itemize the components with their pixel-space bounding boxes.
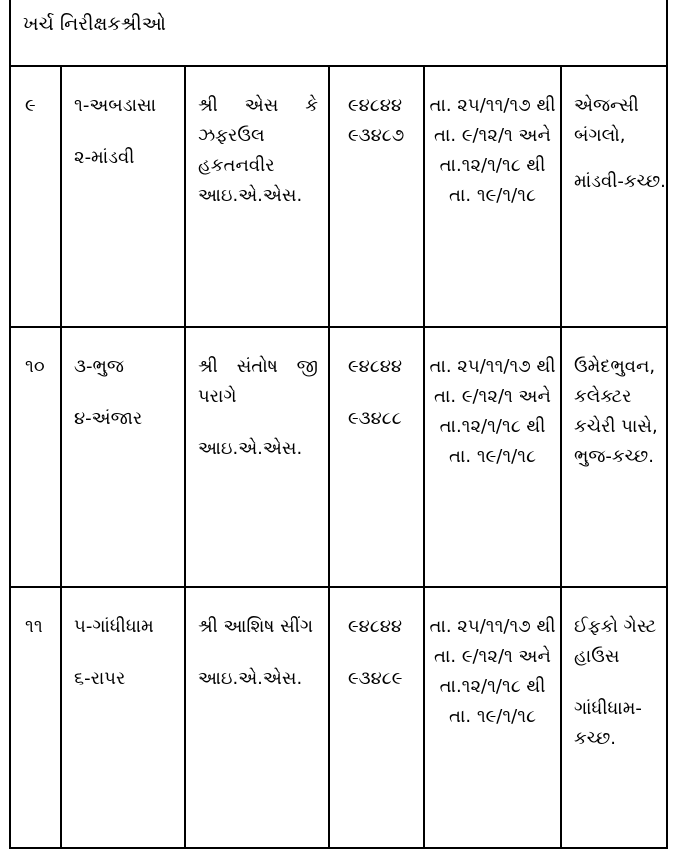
period-cell: તા. ૨૫/૧૧/૧૭ થી તા. ૯/૧૨/૧ અને તા.૧૨/૧/૧૮ થી તા. ૧૯/૧/૧૮ (423, 588, 560, 847)
phone-part-1: ૯૪૮૪૪ (348, 356, 403, 377)
address-line-2: ગાંધીધામ-કચ્છ. (574, 698, 642, 749)
table-row (11, 67, 666, 328)
officer-cell (184, 588, 328, 847)
officer-service: આઇ.એ.એસ. (198, 438, 303, 459)
officer-service: આઇ.એ.એસ. (198, 668, 303, 689)
officer-name: શ્રી એસ કે ઝફરઉલ હકતનવીર (198, 95, 318, 176)
period-cell: તા. ૨૫/૧૧/૧૭ થી તા. ૯/૧૨/૧ અને તા.૧૨/૧/૧૮ થી તા. ૧૯/૧/૧૮ (423, 328, 560, 586)
serial-number: ૧૧ (25, 616, 43, 637)
phone-part-1: ૯૪૮૪૪ (348, 616, 403, 637)
constituency-2: ૪-અંજાર (74, 408, 143, 429)
phone-part-2: ૯૩૪૮૮ (348, 408, 402, 429)
table-row (11, 588, 666, 847)
observers-table (9, 0, 668, 849)
table-title: ખર્ચ નિરીક્ષકશ્રીઓ (11, 0, 666, 67)
constituency-1: ૧-અબડાસા (74, 95, 157, 116)
officer-service: આઇ.એ.એસ. (198, 185, 303, 206)
constituency-2: ૬-રાપર (74, 668, 126, 689)
officer-name: શ્રી આશિષ સીંગ (198, 616, 314, 637)
phone-part-2: ૯૩૪૮૭ (348, 125, 405, 146)
address-cell (560, 328, 666, 586)
table-row (11, 328, 666, 588)
serial-number: ૯ (25, 95, 36, 116)
constituency-1: ૫-ગાંધીધામ (74, 616, 154, 637)
address-line-1: એજન્સી બંગલો, (574, 95, 639, 146)
constituency-cell (60, 588, 184, 847)
address-line-2: માંડવી-કચ્છ. (574, 171, 666, 192)
phone-cell (328, 67, 423, 326)
address-cell (560, 67, 666, 326)
address-cell (560, 588, 666, 847)
phone-part-2: ૯૩૪૮૯ (348, 668, 403, 689)
constituency-1: ૩-ભુજ (74, 356, 124, 377)
address-line-1: ઈફકો ગેસ્ટ હાઉસ (574, 616, 657, 667)
phone-cell (328, 328, 423, 586)
constituency-cell (60, 328, 184, 586)
officer-name: શ્રી સંતોષ જી પરાગે (198, 356, 318, 407)
phone-part-1: ૯૪૮૪૪ (348, 95, 403, 116)
constituency-2: ૨-માંડવી (74, 147, 135, 168)
address-line-1: ઉમેદભુવન, કલેક્ટર કચેરી પાસે, ભુજ-કચ્છ. (574, 356, 658, 467)
constituency-cell (60, 67, 184, 326)
officer-cell (184, 67, 328, 326)
officer-cell (184, 328, 328, 586)
period-cell: તા. ૨૫/૧૧/૧૭ થી તા. ૯/૧૨/૧ અને તા.૧૨/૧/૧૮ થી તા. ૧૯/૧/૧૮ (423, 67, 560, 326)
phone-cell (328, 588, 423, 847)
serial-number: ૧૦ (25, 356, 45, 377)
